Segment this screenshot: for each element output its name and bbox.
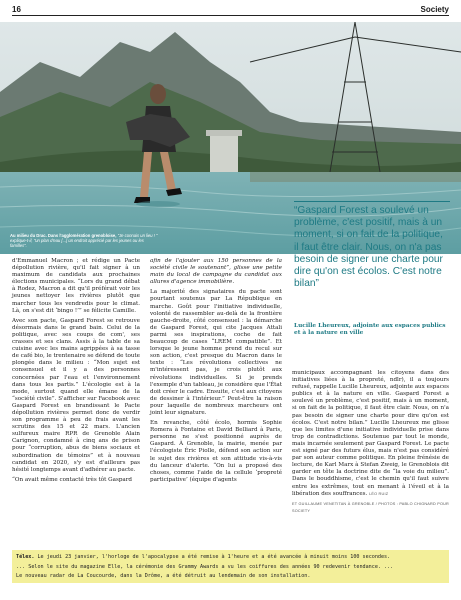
- telex-bullet: ...: [16, 563, 26, 570]
- paragraph: d'Emmanuel Macron ; et rédige un Pacte dépollution rivière, qu'il fait signer à un maximum de candidats aux prochaines élections municipales. “Lors du grand débat à Rodez, Macron a dit qu'il préférait voir les jeunes nettoyer les rivières plutôt que marcher tous les vendredis pour le climat. Là, on s'est dit ‘bingo !’” se félicite Camille.: [12, 258, 140, 314]
- photo-credit: ET GUILLAUME VENETITAN À GRENOBLE / PHOTOS : PABLO CHIGNARD POUR SOCIETY: [292, 501, 449, 513]
- pull-quote: “Gaspard Forest a soulevé un problème, c'est positif, mais à un moment, si on fait de la politique, il faut être clair. Nous, on n'a pas besoin de signer une charte pour dire qu'on est écolos. C'est notre bilan”: [294, 205, 443, 290]
- telex-label: Télex.: [16, 554, 35, 560]
- paragraph: [292, 370, 449, 498]
- telex-item: Selon le site du magazine Elle, la cérémonie des Grammy Awards a vu les coiffures des années 90 redevenir tendance.: [28, 563, 381, 570]
- author-byline: LÉO RUIZ: [369, 491, 389, 496]
- telex-box: [12, 550, 449, 583]
- telex-line-3: [16, 572, 445, 582]
- telex-line-1: [16, 553, 445, 563]
- telex-line-2: [16, 563, 445, 573]
- paragraph: Avec son pacte, Gaspard Forest se retrouve désormais dans le grand bain. Celui de la politique, avec ses coups de com', ses crasses et ses clans. Assis à la table de sa cuisine avec les mains agrippées à sa tasse de café bio, le trentenaire se défend de toute plongée dans le milieu : “Mon sujet est consensuel et il y a des personnes concernées par l'eau et l'environnement dans tous les partis.” L'écologie est à la mode, surtout quand elle émane de la “société civile”. S'afficher sur Facebook avec Gaspard Forest en brandissant le Pacte dépollution rivières permet donc de verdir son programme à peu de frais avant les scrutins des 15 et 22 mars. L'ancien sulfureux maire RPR de Grenoble Alain Carignon, condamné à cinq ans de prison pour “corruption, abus de biens sociaux et subordination de témoins” et à nouveau candidat en 2020, s'y est d'ailleurs pas hésité longtemps avant d'adhérer au pacte.: [12, 317, 140, 473]
- caption-text: "Je connais un lieu ! " explique-t-il, "un plan d'eau [...] un endroit apprécié par les jeunes ou les familles".: [10, 233, 158, 248]
- paragraph-text: municipaux accompagnant les citoyens dans des initiatives liées à la propreté, ndlr), il a toujours refusé, rappelle Lucille Lheureux, adjointe aux espaces publics et à la nature en ville. Gaspard Forest a soulevé un problème, c'est positif, mais à un moment, si on fait de la politique, il faut être clair. Nous, on n'a pas besoin de signer une charte pour dire qu'on est écolos. C'est notre bilan.” Lucille Lheureux me glisse que les limites d'une initiative individuelle prise dans trop de contradictions. Soutenue par tout le monde, mais incarnée seulement par Gaspard Forest. Le pacte est signé par des futurs élus, mais n'est pas considéré par son auteur comme politique. En pleine frénésie de lecture, de Karl Marx à Stefan Zweig, le Grenoblois dit garder en tête la doctrine dite de “la voie du milieu”. Dans le bouddhisme, c'est le chemin qu'il faut suivre entre les extrêmes, tout en menant à l'éveil et à la libération des souffrances.: [292, 370, 450, 497]
- paragraph: La majorité des signataires du pacte sont pourtant soutenus par La République en marche. Goût pour l'initiative individuelle, volonté de rassembler au-delà de la frontière gauche-droite, côté consensuel : la démarche de Gaspard Forest, qui cite Jacques Attali parmi ses inspirations, coche de fait beaucoup de cases “LREM compatible”. Et lorsque le jeune homme prend du recul sur son action, c'est presque du Macron dans le texte : “Les révolutions collectives ne m'intéressent pas, je crois plutôt aux révolutions individuelles. Si je prends l'exemple d'un tableau, je considère que l'État doit créer le cadre. Ensuite, c'est aux citoyens de dessiner à l'intérieur.” Peut-être la raison pour laquelle de nombreux marcheurs ont joint leur signature.: [150, 289, 282, 416]
- photo-caption: [10, 233, 160, 248]
- top-rule: [12, 15, 449, 16]
- telex-bullet: ...: [384, 563, 394, 570]
- article-column-2: [150, 258, 282, 487]
- article-column-3: [292, 370, 449, 515]
- caption-lead: Au milieu du Drac. Dans l'agglomération grenobloise,: [10, 233, 117, 238]
- quote-rule: [294, 201, 450, 202]
- section-label: Society: [420, 5, 449, 14]
- page-number: 16: [12, 5, 21, 14]
- article-column-1: [12, 258, 140, 487]
- paragraph: “On avait même contacté très tôt Gaspard: [12, 476, 133, 483]
- quote-attribution: Lucille Lheureux, adjointe aux espaces publics et à la nature en ville: [294, 323, 446, 337]
- telex-item: Le jeudi 23 janvier, l'horloge de l'apocalypse a été remise à 1'heure et a été avancée à minuit moins 100 secondes.: [37, 554, 391, 560]
- paragraph: afin de l'ajouter aux 150 personnes de la société civile le soutenant”, glisse une petite main du local de campagne du candidat aux allures d'agence immobilière.: [150, 258, 282, 286]
- telex-item: Le nouveau radar de La Coucourde, dans la Drôme, a été détruit au lendemain de son installation.: [16, 573, 311, 579]
- paragraph: En revanche, côté écolo, hormis Sophie Romera à Fontaine et David Belliard à Paris, personne ne s'est positionné auprès de Gaspard. À Grenoble, la mairie, menée par l'écologiste Éric Piolle, défend son action sur le sujet des rivières et son attitude vis-à-vis du lanceur d'alerte. “On lui a proposé des choses, comme l'aide de la cellule ‘propreté participative’ (équipe d'agents: [150, 420, 282, 483]
